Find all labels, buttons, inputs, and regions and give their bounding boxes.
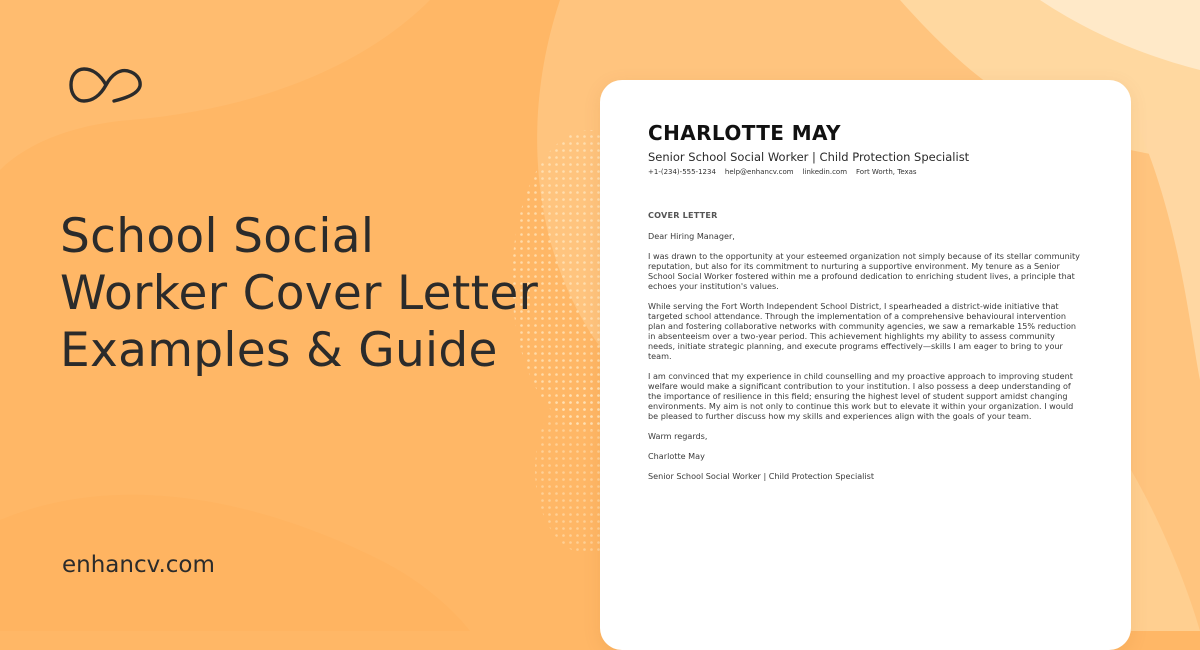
site-link[interactable]: enhancv.com <box>62 552 215 578</box>
signature-title: Senior School Social Worker | Child Protection Specialist <box>648 471 875 481</box>
contact-email: help@enhancv.com <box>724 168 794 176</box>
infinity-heart-icon[interactable] <box>68 64 146 106</box>
section-label: COVER LETTER <box>648 210 718 220</box>
letter-paragraph: I was drawn to the opportunity at your esteemed organization not simply because of its stellar community reputation, but also for its commitment to nurturing a supportive environment. My tenure as a Senior School Social Worker fostered within me a profound dedication to enriching student lives, a principle that echoes your institution's values. <box>648 251 1080 291</box>
applicant-role: Senior School Social Worker | Child Protection Specialist <box>648 150 970 164</box>
hero-title: School Social Worker Cover Letter Examples & Guide <box>60 209 539 378</box>
cover-letter-document <box>600 80 1131 650</box>
contact-location: Fort Worth, Texas <box>856 168 917 176</box>
contact-linkedin: linkedin.com <box>802 168 848 176</box>
letter-closing: Warm regards, <box>648 431 708 441</box>
contact-list <box>648 168 917 176</box>
letter-paragraph: While serving the Fort Worth Independent School District, I spearheaded a district-wide initiative that targeted school attendance. Through the implementation of a comprehensive behavioural intervention plan and fostering collaborative networks with community agencies, we saw a remarkable 15% reduction in absenteeism over a two-year period. This achievement highlights my ability to assess community needs, initiate strategic planning, and execute programs effectively—skills I am eager to bring to your team. <box>648 301 1077 361</box>
letter-body <box>648 210 1083 491</box>
signature-name: Charlotte May <box>648 451 705 461</box>
letter-greeting: Dear Hiring Manager, <box>648 231 735 241</box>
applicant-name: CHARLOTTE MAY <box>648 121 841 145</box>
contact-phone: +1-(234)-555-1234 <box>648 168 716 176</box>
letter-paragraph: I am convinced that my experience in child counselling and my proactive approach to improving student welfare would make a significant contribution to your institution. I also possess a deep understanding of the importance of resilience in this field; ensuring the highest level of student support amidst changing environments. My aim is not only to continue this work but to elevate it within your organization. I would be pleased to further discuss how my skills and experiences align with the goals of your team. <box>648 371 1074 421</box>
